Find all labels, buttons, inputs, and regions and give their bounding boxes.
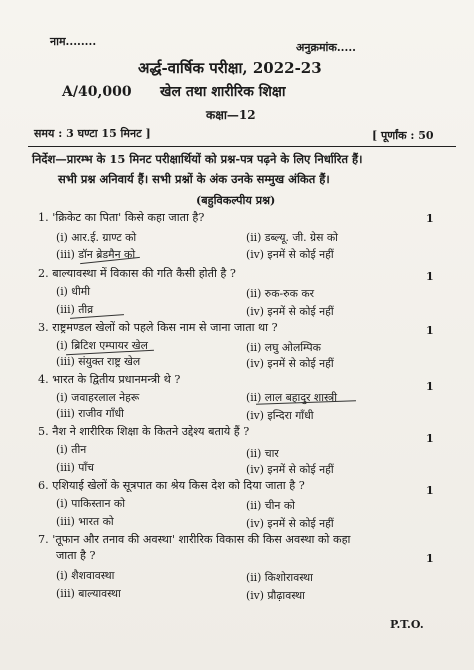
question-7-option-4: (iv) प्रौढ़ावस्था [246, 589, 305, 602]
question-3 [38, 320, 278, 335]
question-6-marks: 1 [426, 484, 434, 497]
question-7-number: 7. [38, 533, 49, 546]
question-5-number: 5. [38, 425, 49, 438]
question-2-number: 2. [38, 267, 49, 280]
question-1-option-3: (iii) डॉन ब्रेडमैन को [56, 248, 136, 261]
question-1-option-4: (iv) इनमें से कोई नहीं [246, 248, 334, 261]
paper-code: A/40,000 [62, 84, 132, 100]
question-5-text: नैश ने शारीरिक शिक्षा के कितने उद्देश्य बताये हैं ? [52, 425, 250, 438]
question-1-marks: 1 [426, 212, 434, 225]
question-4-text: भारत के द्वितीय प्रधानमन्त्री थे ? [52, 373, 181, 386]
question-2 [38, 266, 236, 281]
question-2-text: बाल्यावस्था में विकास की गति कैसी होती है ? [52, 267, 236, 280]
question-6-option-4: (iv) इनमें से कोई नहीं [246, 517, 334, 530]
subject-title: खेल तथा शारीरिक शिक्षा [160, 84, 286, 100]
question-1-option-1: (i) आर.ई. ग्राण्ट को [56, 231, 137, 244]
question-7-text-line-2: जाता है ? [56, 549, 96, 562]
question-5-option-1: (i) तीन [56, 443, 87, 456]
question-5-marks: 1 [426, 432, 434, 445]
question-2-option-1: (i) धीमी [56, 285, 90, 298]
question-4-option-1: (i) जवाहरलाल नेहरू [56, 391, 140, 404]
question-2-option-2: (ii) रुक-रुक कर [246, 287, 315, 300]
question-4-marks: 1 [426, 380, 434, 393]
question-3-option-3: (iii) संयुक्त राष्ट्र खेल [56, 355, 141, 368]
question-4-option-2: (ii) लाल बहादुर शास्त्री [246, 391, 338, 404]
question-5-option-3: (iii) पाँच [56, 461, 95, 474]
header-divider [28, 146, 456, 147]
time-label: समय : 3 घण्टा 15 मिनट ] [34, 127, 151, 140]
question-6-option-2: (ii) चीन को [246, 499, 295, 512]
question-6-text: एशियाई खेलों के सूत्रपात का श्रेय किस देश को दिया जाता है ? [52, 479, 305, 492]
question-3-number: 3. [38, 321, 49, 334]
question-7-option-2: (ii) किशोरावस्था [246, 571, 313, 584]
question-4 [38, 372, 180, 387]
question-6 [38, 478, 305, 493]
class-label: कक्षा—12 [206, 108, 256, 122]
question-3-text: राष्ट्रमण्डल खेलों को पहले किस नाम से जाना जाता था ? [52, 321, 278, 334]
question-7 [38, 532, 350, 547]
question-3-option-4: (iv) इनमें से कोई नहीं [246, 357, 334, 370]
question-1-text: 'क्रिकेट का पिता' किसे कहा जाता है? [52, 211, 205, 224]
question-3-option-2: (ii) लघु ओलम्पिक [246, 341, 321, 354]
question-5-option-4: (iv) इनमें से कोई नहीं [246, 463, 334, 476]
question-3-option-1: (i) ब्रिटिश एम्पायर खेल [56, 339, 148, 352]
question-4-number: 4. [38, 373, 49, 386]
max-marks-label: [ पूर्णांक : 50 [372, 129, 434, 142]
question-4-option-4: (iv) इन्दिरा गाँधी [246, 409, 314, 422]
question-2-option-4: (iv) इनमें से कोई नहीं [246, 305, 334, 318]
section-heading: (बहुविकल्पीय प्रश्न) [196, 193, 276, 207]
question-1 [38, 210, 204, 225]
instruction-line-2: सभी प्रश्न अनिवार्य हैं। सभी प्रश्नों के अंक उनके सम्मुख अंकित हैं। [58, 172, 330, 186]
question-5 [38, 424, 249, 439]
question-2-marks: 1 [426, 270, 434, 283]
question-7-text: 'तूफान और तनाव की अवस्था' शारीरिक विकास की किस अवस्था को कहा [52, 533, 351, 546]
question-7-option-1: (i) शैशवावस्था [56, 569, 115, 582]
question-7-marks: 1 [426, 552, 434, 565]
question-1-option-2: (ii) डब्ल्यू. जी. ग्रेस को [246, 231, 338, 244]
question-6-number: 6. [38, 479, 49, 492]
name-field-label: नाम........ [50, 35, 97, 48]
question-6-option-1: (i) पाकिस्तान को [56, 497, 125, 510]
question-5-option-2: (ii) चार [246, 447, 279, 460]
question-4-option-3: (iii) राजीव गाँधी [56, 407, 124, 420]
page-turn-note: P.T.O. [390, 618, 424, 631]
question-2-option-3: (iii) तीव्र [56, 303, 94, 316]
instruction-line-1: निर्देश—प्रारम्भ के 15 मिनट परीक्षार्थियों को प्रश्न-पत्र पढ़ने के लिए निर्धारित हैं। [32, 152, 363, 166]
question-7-option-3: (iii) बाल्यावस्था [56, 587, 121, 600]
question-1-number: 1. [38, 211, 49, 224]
roll-number-label: अनुक्रमांक..... [296, 41, 356, 54]
question-3-marks: 1 [426, 324, 434, 337]
question-6-option-3: (iii) भारत को [56, 515, 114, 528]
exam-title: अर्द्ध-वार्षिक परीक्षा, 2022-23 [138, 59, 322, 77]
